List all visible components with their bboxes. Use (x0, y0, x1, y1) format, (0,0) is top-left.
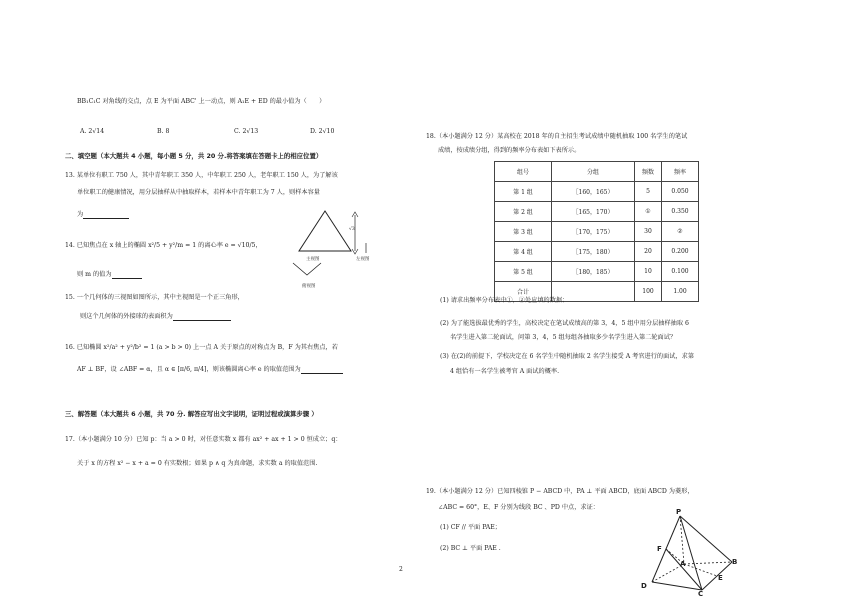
point-label-p: P (676, 508, 682, 516)
table-row (495, 242, 699, 262)
table-row (495, 202, 699, 222)
table-cell: 第 5 组 (495, 262, 552, 282)
table-cell: 0.350 (662, 202, 699, 222)
table-cell: 20 (635, 242, 662, 262)
question-13-prefix: 为 (77, 211, 84, 218)
edge-pb (680, 516, 732, 562)
dimension-label: √3 (349, 227, 355, 232)
question-19-part-2: (2) BC ⊥ 平面 PAE . (440, 545, 501, 552)
side-view-label: 左视图 (356, 257, 370, 262)
choice-c: C. 2√13 (234, 128, 259, 135)
section-3-title: 三、解答题（本大题共 6 小题，共 70 分. 解答应写出文字说明，证明过程或演算步骤 ） (65, 410, 318, 418)
table-header-cell: 组号 (495, 162, 552, 182)
point-label-e: E (718, 574, 723, 582)
question-15-prefix: 则这个几何体的外接球的表面积为 (80, 313, 173, 320)
table-cell: ［170，175） (552, 222, 635, 242)
top-view-shape (293, 263, 321, 275)
answer-blank (301, 366, 343, 374)
table-cell: 10 (635, 262, 662, 282)
edge-cb (702, 562, 732, 590)
table-header-cell: 频数 (635, 162, 662, 182)
question-18-part-2-line-2: 名学生进入第二轮面试，问第 3，4，5 组每组各抽取多少名学生进入第二轮面试？ (450, 334, 677, 341)
table-cell: ［180，185） (552, 262, 635, 282)
table-row (495, 182, 699, 202)
table-cell: 1.00 (662, 282, 699, 302)
three-view-figure (285, 205, 385, 297)
point-label-b: B (732, 558, 738, 566)
question-18-part-1: (1) 请求出频率分布表中①，②处应填的数据； (440, 297, 569, 304)
table-cell: 0.100 (662, 262, 699, 282)
table-cell: ② (662, 222, 699, 242)
table-cell: 100 (635, 282, 662, 302)
choice-a: A. 2√14 (80, 128, 105, 135)
table-cell: 第 2 组 (495, 202, 552, 222)
pyramid-figure (636, 508, 756, 596)
table-cell: 0.050 (662, 182, 699, 202)
question-13-line-1: 13. 某单位有职工 750 人，其中青年职工 350 人，中年职工 250 人，老年职工 150 人，为了解该 (65, 172, 338, 179)
table-cell: 第 4 组 (495, 242, 552, 262)
front-view-triangle (299, 211, 351, 251)
question-12-continuation: BB₁C₁C 对角线的交点，点 E 为平面 ABC' 上一动点，则 A₁E + ED 的最小值为（ ） (77, 98, 326, 105)
question-13-line-3 (77, 211, 129, 219)
page-number: 2 (399, 566, 403, 573)
answer-blank (173, 313, 231, 321)
question-14-line-1: 14. 已知焦点在 x 轴上的椭圆 x²/5 + y²/m = 1 的离心率 e = √10/5， (65, 242, 262, 249)
table-cell: 0.200 (662, 242, 699, 262)
question-19-line-1: 19.（本小题满分 12 分）已知四棱锥 P − ABCD 中，PA ⊥ 平面 ABCD，底面 ABCD 为菱形， (426, 488, 694, 495)
table-cell: ［175，180） (552, 242, 635, 262)
question-19-part-1: (1) CF // 平面 PAE； (440, 524, 501, 531)
point-label-d: D (641, 582, 647, 590)
table-header-cell: 分组 (552, 162, 635, 182)
table-cell: ［160，165） (552, 182, 635, 202)
question-17-line-1: 17.（本小题满分 10 分）已知 p：当 a > 0 时，对任意实数 x 都有 ax² + ax + 1 > 0 恒成立；q： (65, 436, 342, 443)
table-cell: 合计 (495, 282, 552, 302)
section-2-title: 二、填空题（本大题共 4 小题，每小题 5 分，共 20 分.将答案填在答题卡上的相应位置） (65, 152, 323, 160)
table-cell: 30 (635, 222, 662, 242)
table-cell: ［165，170） (552, 202, 635, 222)
point-label-f: F (657, 545, 662, 553)
question-13-line-2: 单位职工的健康情况，用分层抽样从中抽取样本，若样本中青年职工为 7 人，则样本容量 (77, 189, 320, 196)
answer-blank (112, 271, 142, 279)
question-15-line-1: 15. 一个几何体的三视图如图所示，其中主视图是一个正三角形， (65, 294, 244, 301)
table-cell: 5 (635, 182, 662, 202)
question-14-prefix: 则 m 的值为 (77, 271, 112, 278)
top-view-label: 俯视图 (302, 284, 316, 289)
table-header-cell: 频率 (662, 162, 699, 182)
question-18-line-2: 成绩，按成绩分组，得到的频率分布表如下表所示。 (438, 147, 581, 154)
question-18-line-1: 18.（本小题满分 12 分）某高校在 2018 年的自主招生考试成绩中随机抽取 100 名学生的笔试 (426, 133, 688, 140)
front-view-label: 主视图 (306, 257, 320, 262)
segment-ae (684, 564, 717, 576)
edge-ab (684, 562, 732, 564)
question-17-line-2: 关于 x 的方程 x² − x + a = 0 有实数根；如果 p ∧ q 为真命题，求实数 a 的取值范围. (77, 460, 318, 467)
segment-fc (666, 549, 702, 590)
choice-b: B. 8 (157, 128, 170, 135)
table-header-row (495, 162, 699, 182)
question-19-line-2: ∠ABC = 60°，E、F 分别为线段 BC 、PD 中点，求证： (438, 504, 599, 511)
choice-d: D. 2√10 (310, 128, 335, 135)
answer-blank (83, 211, 129, 219)
table-cell: 第 3 组 (495, 222, 552, 242)
point-label-a: A (680, 560, 686, 568)
question-14-line-2 (77, 271, 142, 279)
table-cell: 第 1 组 (495, 182, 552, 202)
question-16-line-1: 16. 已知椭圆 x²/a² + y²/b² = 1 (a > b > 0) 上一点 A 关于原点的对称点为 B，F 为其右焦点，若 (65, 344, 338, 351)
question-16-text: AF ⊥ BF，设 ∠ABF = α，且 α ∈ [π/6, π/4]，则该椭圆离心率 e 的取值范围为 (77, 366, 301, 373)
table-cell: ① (635, 202, 662, 222)
question-15-line-2 (80, 313, 231, 321)
point-label-c: C (698, 590, 704, 598)
question-18-part-2-line-1: (2) 为了能选拔最优秀的学生，高校决定在笔试成绩高的第 3，4，5 组中用分层抽样抽取 6 (440, 320, 689, 327)
frequency-table (494, 161, 699, 302)
question-16-line-2 (77, 366, 343, 374)
question-18-part-3-line-2: 4 组恰有一名学生被考官 A 面试的概率. (450, 368, 560, 375)
edge-dc (652, 582, 702, 590)
table-row (495, 262, 699, 282)
question-18-part-3-line-1: (3) 在(2)的前提下，学校决定在 6 名学生中随机抽取 2 名学生接受 A 考官进行的面试，求第 (440, 353, 695, 360)
table-row (495, 222, 699, 242)
